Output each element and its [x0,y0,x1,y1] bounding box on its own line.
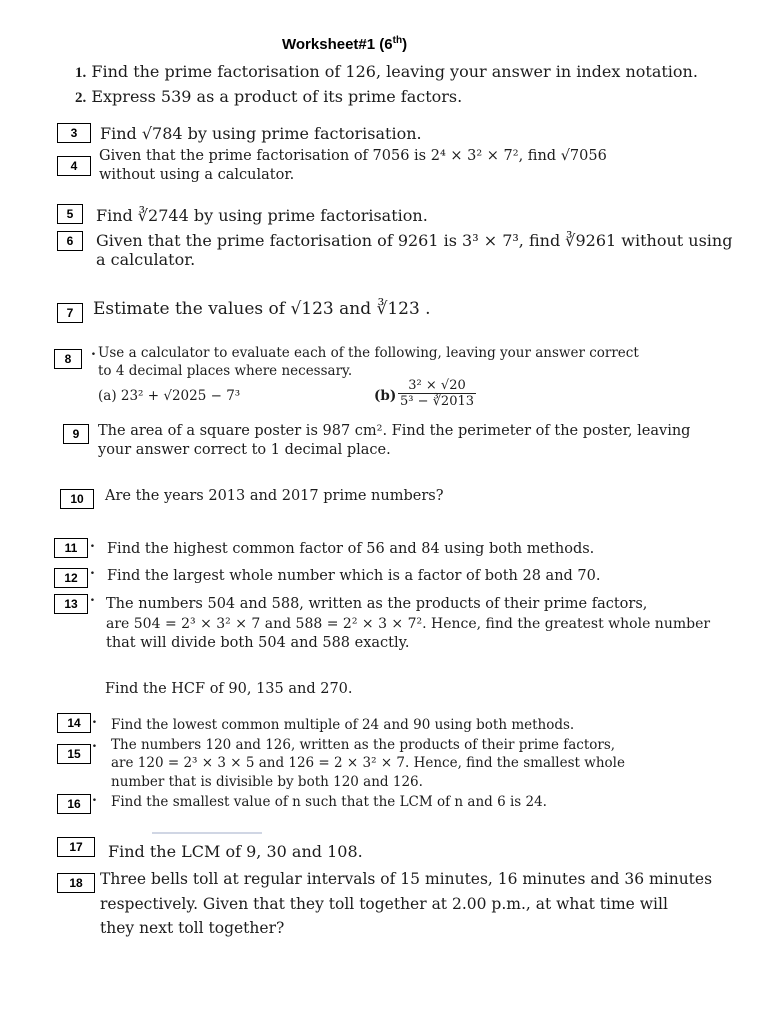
question-13-line-2: are 504 = 2³ × 3² × 7 and 588 = 2² × 3 × 7². Hence, find the greatest whole number [106,616,711,632]
question-11-dot: . [90,535,95,551]
question-18-number-box: 18 [57,873,95,893]
question-4-number-box: 4 [57,156,91,176]
worksheet-title: Worksheet#1 (6th) [282,35,408,53]
question-4-line-1: Given that the prime factorisation of 7056 is 2⁴ × 3² × 7², find √7056 [99,148,607,164]
question-9-number-box: 9 [63,424,89,444]
question-2-number: 2. [75,90,87,106]
question-13-number-box: 13 [54,594,88,614]
question-13-line-3: that will divide both 504 and 588 exactly. [106,635,410,651]
question-4-line-2: without using a calculator. [99,167,295,183]
question-5-number-box: 5 [57,204,83,224]
question-17-number-box: 17 [57,837,95,857]
question-3-number-box: 3 [57,123,91,143]
question-1-text: Find the prime factorisation of 126, leaving your answer in index notation. [91,62,698,81]
question-8-number-box: 8 [54,349,82,369]
question-17-text: Find the LCM of 9, 30 and 108. [108,842,363,861]
question-2-text: Express 539 as a product of its prime factors. [91,87,463,106]
question-10-number-box: 10 [60,489,94,509]
hcf-question-text: Find the HCF of 90, 135 and 270. [105,681,353,697]
question-14-number-box: 14 [57,713,91,733]
fraction-numerator: 3² × √20 [398,378,476,394]
question-11-text: Find the highest common factor of 56 and 84 using both methods. [107,541,595,557]
question-12-number-box: 12 [54,568,88,588]
question-18-line-3: they next toll together? [100,919,285,937]
question-15-dot: . [92,735,97,751]
question-11-number-box: 11 [54,538,88,558]
scan-mark [152,832,262,834]
question-18-line-1: Three bells toll at regular intervals of 15 minutes, 16 minutes and 36 minutes [100,870,713,888]
question-14-text: Find the lowest common multiple of 24 and 90 using both methods. [111,717,575,733]
question-8-part-b-fraction [398,378,476,409]
question-1 [75,62,698,83]
question-8-line-1: Use a calculator to evaluate each of the following, leaving your answer correct [98,345,639,361]
question-7-text: Estimate the values of √123 and ∛123 . [93,299,431,319]
question-5-text: Find ∛2744 by using prime factorisation. [96,206,428,225]
question-15-number-box: 15 [57,744,91,764]
question-16-number-box: 16 [57,794,91,814]
question-13-line-1: The numbers 504 and 588, written as the products of their prime factors, [106,596,648,612]
question-12-dot: . [90,562,95,578]
question-2 [75,87,462,108]
question-9-line-1: The area of a square poster is 987 cm². Find the perimeter of the poster, leaving [98,423,691,439]
question-16-text: Find the smallest value of n such that the LCM of n and 6 is 24. [111,794,547,810]
question-8-part-a: (a) 23² + √2025 − 7³ [98,388,241,404]
question-15-line-3: number that is divisible by both 120 and 126. [111,774,423,790]
question-1-number: 1. [75,65,87,81]
question-8-part-b-label: (b) [374,388,397,404]
question-6-line-2: a calculator. [96,250,196,269]
question-9-line-2: your answer correct to 1 decimal place. [98,442,391,458]
question-6-line-1: Given that the prime factorisation of 9261 is 3³ × 7³, find ∛9261 without using [96,231,733,250]
question-3-text: Find √784 by using prime factorisation. [100,124,422,143]
question-15-line-1: The numbers 120 and 126, written as the products of their prime factors, [111,737,616,753]
question-10-text: Are the years 2013 and 2017 prime numbers? [105,488,444,504]
fraction-denominator: 5³ − ∛2013 [400,394,475,409]
question-18-line-2: respectively. Given that they toll together at 2.00 p.m., at what time will [100,895,668,913]
question-8-line-2: to 4 decimal places where necessary. [98,363,353,379]
question-8-dot: . [91,343,96,359]
question-13-dot: . [90,589,95,605]
question-14-dot: . [92,711,97,727]
question-6-number-box: 6 [57,231,83,251]
question-15-line-2: are 120 = 2³ × 3 × 5 and 126 = 2 × 3² × 7. Hence, find the smallest whole [111,755,625,771]
question-7-number-box: 7 [57,303,83,323]
question-12-text: Find the largest whole number which is a factor of both 28 and 70. [107,568,601,584]
question-16-dot: . [92,789,97,805]
